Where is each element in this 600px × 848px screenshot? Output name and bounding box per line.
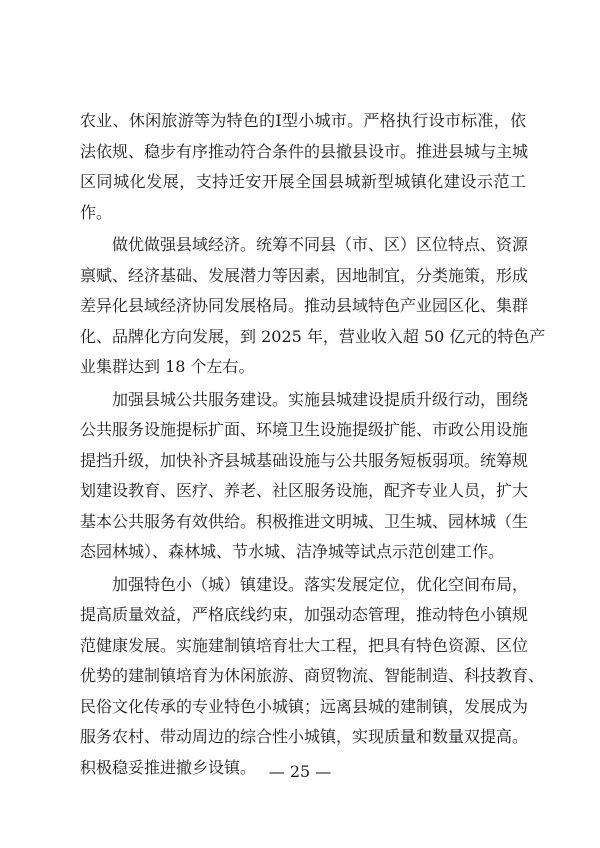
text-line: 基本公共服务有效供给。积极推进文明城、卫生城、园林城（生 — [80, 511, 529, 531]
text-line: 差异化县域经济协同发展格局。推动县域特色产业园区化、集群 — [80, 296, 529, 315]
text-line: 提高质量效益，严格底线约束，加强动态管理，推动特色小镇规 — [80, 605, 529, 624]
paragraph-4 — [80, 570, 545, 784]
text-line: 提挡升级，加快补齐县城基础设施与公共服务短板弱项。统筹规 — [80, 450, 529, 470]
text-line: 态园林城）、森林城、节水城、洁净城等试点示范创建工作。 — [80, 542, 505, 561]
paragraph-2 — [80, 230, 546, 383]
paragraph-3 — [80, 385, 529, 568]
text-line: 业集群达到 18 个左右。 — [80, 357, 255, 376]
text-line: 优势的建制镇培育为休闲旅游、商贸物流、智能制造、科技教育、 — [80, 666, 545, 685]
text-line: 区同城化发展，支持迁安开展全国县城新型城镇化建设示范工 — [80, 172, 526, 191]
text-line: 加强特色小（城）镇建设。落实发展定位，优化空间布局， — [112, 574, 529, 594]
text-line: 法依规、稳步有序推动符合条件的县撤县设市。推进县城与主城 — [80, 141, 529, 161]
text-line: 化、品牌化方向发展，到 2025 年，营业收入超 50 亿元的特色产 — [80, 326, 546, 346]
text-line: 做优做强县域经济。统筹不同县（市、区）区位特点、资源 — [112, 235, 529, 254]
text-line: 公共服务设施提标扩面、环境卫生设施提级扩能、市政公用设施 — [80, 420, 529, 439]
text-line: 禀赋、经济基础、发展潜力等因素，因地制宜，分类施策，形成 — [80, 265, 529, 285]
document-body — [80, 106, 546, 783]
paragraph-1 — [80, 106, 529, 228]
text-line: 范健康发展。实施建制镇培育壮大工程，把具有特色资源、区位 — [80, 635, 529, 655]
text-line: 服务农村、带动周边的综合性小城镇，实现质量和数量双提高。 — [80, 727, 529, 746]
text-line: 民俗文化传承的专业特色小城镇；远离县城的建制镇，发展成为 — [80, 696, 529, 716]
text-line: 加强县城公共服务建设。实施县城建设提质升级行动，围绕 — [112, 389, 529, 409]
text-line: 积极稳妥推进撤乡设镇。 — [80, 757, 257, 777]
page-number: — 25 — — [268, 762, 332, 781]
text-line: 作。 — [80, 202, 113, 222]
text-line: 划建设教育、医疗、养老、社区服务设施，配齐专业人员，扩大 — [80, 481, 529, 500]
text-line: 农业、休闲旅游等为特色的Ⅰ型小城市。严格执行设市标准，依 — [80, 111, 526, 130]
